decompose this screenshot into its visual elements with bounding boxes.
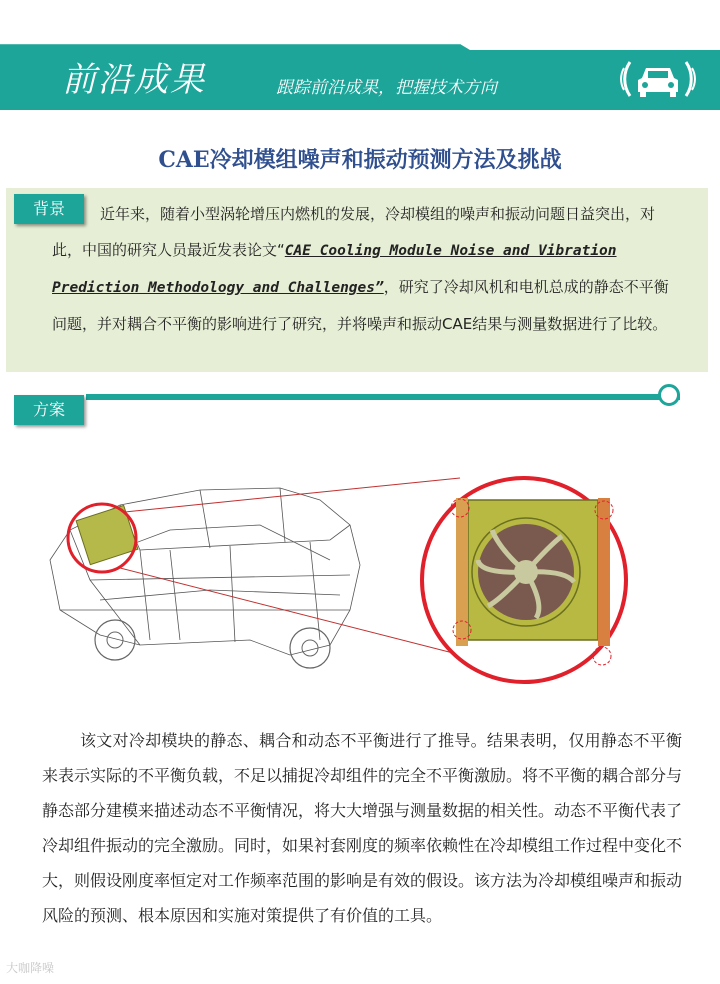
background-text (52, 196, 674, 342)
cooling-module-icon (422, 478, 626, 682)
banner-title: 前沿成果 (62, 60, 206, 100)
background-text-intro: 近年来，随着小型涡轮增压内燃机的发展，冷却模组的噪声和振动问题日益突出，对此，中国的研究人员最近发表论文“ (52, 205, 656, 259)
background-text-rest: ，研究了冷却风机和电机总成的静态不平衡问题，并对耦合不平衡的影响进行了研究，并将噪声和振动CAE结果与测量数据进行了比较。 (52, 278, 669, 333)
solution-tag: 方案 (14, 395, 84, 425)
body-paragraph: 该文对冷却模块的静态、耦合和动态不平衡进行了推导。结果表明，仅用静态不平衡来表示实际的不平衡负载，不足以捕捉冷却组件的完全不平衡激励。将不平衡的耦合部分与静态部分建模来描述动态不平衡情况，将大大增强与测量数据的相关性。动态不平衡代表了冷却组件振动的完全激励。同时，如果衬套刚度的频率依赖性在冷却模组工作过程中变化不大，则假设刚度率恒定对工作频率范围的影响是有效的假设。该方法为冷却模组噪声和振动风险的预测、根本原因和实施对策提供了有价值的工具。 (42, 731, 683, 925)
banner-subtitle: 跟踪前沿成果，把握技术方向 (276, 78, 497, 98)
vehicle-wireframe-icon (50, 488, 360, 668)
page-title: CAE冷却模组噪声和振动预测方法及挑战 (158, 147, 562, 173)
paper-title: CAE Cooling Module Noise and Vibration Prediction Methodology and Challenges” (52, 243, 617, 296)
divider-end-circle (658, 384, 680, 406)
section-divider (86, 394, 680, 400)
watermark: 大咖降噪 (6, 961, 55, 975)
cooling-module-figure (30, 470, 690, 700)
car-icon (616, 48, 700, 110)
background-tag: 背景 (14, 194, 84, 224)
